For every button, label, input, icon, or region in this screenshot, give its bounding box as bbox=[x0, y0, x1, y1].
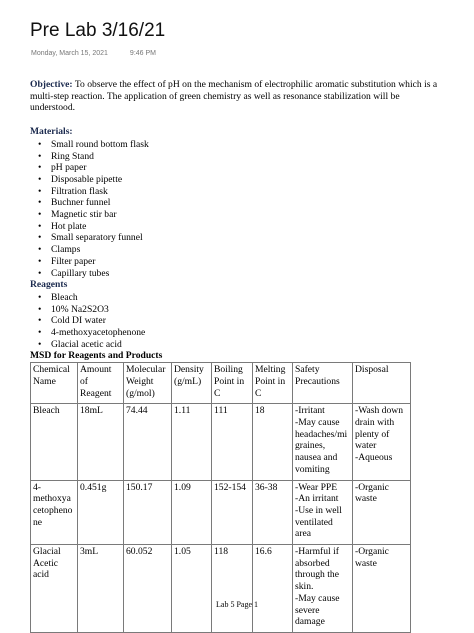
table-cell: Glacial Acetic acid bbox=[31, 545, 78, 633]
column-header: Boiling Point in C bbox=[212, 363, 253, 404]
table-cell: 111 bbox=[212, 404, 253, 480]
table-cell: -Organic waste bbox=[353, 480, 411, 545]
column-header: Chemical Name bbox=[31, 363, 78, 404]
table-cell: 60.052 bbox=[124, 545, 172, 633]
reagents-item: • 4-methoxyacetophenone bbox=[51, 327, 440, 339]
table-cell: Bleach bbox=[31, 404, 78, 480]
table-cell: 152-154 bbox=[212, 480, 253, 545]
table-cell: 118 bbox=[212, 545, 253, 633]
materials-item: • Capillary tubes bbox=[51, 268, 440, 280]
msd-table bbox=[30, 362, 411, 633]
note-time: 9:46 PM bbox=[129, 50, 156, 57]
materials-item: • Disposable pipette bbox=[51, 174, 440, 186]
table-cell: 4-methoxyacetophenone bbox=[31, 480, 78, 545]
table-cell: -Harmful if absorbed through the skin. -May cause severe damage bbox=[293, 545, 353, 633]
column-header: Safety Precautions bbox=[293, 363, 353, 404]
column-header: Density (g/mL) bbox=[172, 363, 212, 404]
materials-item: • Magnetic stir bar bbox=[51, 209, 440, 221]
table-cell: 1.09 bbox=[172, 480, 212, 545]
objective-label: Objective: bbox=[30, 79, 73, 90]
note-body bbox=[30, 79, 440, 633]
materials-item: • Hot plate bbox=[51, 221, 440, 233]
table-cell: 3mL bbox=[78, 545, 124, 633]
column-header: Melting Point in C bbox=[253, 363, 293, 404]
reagents-list bbox=[30, 292, 440, 351]
reagents-item: • 10% Na2S2O3 bbox=[51, 304, 440, 316]
note-date: Monday, March 15, 2021 bbox=[31, 50, 108, 57]
materials-item: • pH paper bbox=[51, 162, 440, 174]
table-row bbox=[31, 480, 411, 545]
table-header-row bbox=[31, 363, 411, 404]
table-cell: 0.451g bbox=[78, 480, 124, 545]
table-cell: -Wash down drain with plenty of water -Aqueous bbox=[353, 404, 411, 480]
table-cell: 16.6 bbox=[253, 545, 293, 633]
page-footer: Lab 5 Page 1 bbox=[216, 600, 258, 609]
note-metadata bbox=[31, 50, 156, 57]
materials-item: • Buchner funnel bbox=[51, 197, 440, 209]
table-cell: 36-38 bbox=[253, 480, 293, 545]
msd-heading: MSD for Reagents and Products bbox=[30, 350, 163, 362]
column-header: Amount of Reagent bbox=[78, 363, 124, 404]
materials-item: • Ring Stand bbox=[51, 151, 440, 163]
objective-paragraph bbox=[30, 79, 440, 114]
reagents-heading: Reagents bbox=[30, 279, 68, 291]
column-header: Disposal bbox=[353, 363, 411, 404]
table-cell: 18mL bbox=[78, 404, 124, 480]
table-cell: 1.05 bbox=[172, 545, 212, 633]
materials-item: • Small round bottom flask bbox=[51, 139, 440, 151]
materials-item: • Filter paper bbox=[51, 256, 440, 268]
table-cell: -Organic waste bbox=[353, 545, 411, 633]
table-cell: -Irritant -May cause headaches/migraines, nausea and vomiting bbox=[293, 404, 353, 480]
materials-heading: Materials: bbox=[30, 126, 73, 138]
table-cell: 18 bbox=[253, 404, 293, 480]
materials-item: • Small separatory funnel bbox=[51, 232, 440, 244]
objective-text: To observe the effect of pH on the mechanism of electrophilic aromatic substitution which is a multi-step reaction. The application of green chemistry as well as resonance stabilization will be understood. bbox=[30, 79, 438, 114]
materials-item: • Clamps bbox=[51, 244, 440, 256]
reagents-item: • Glacial acetic acid bbox=[51, 339, 440, 351]
reagents-item: • Cold DI water bbox=[51, 315, 440, 327]
materials-list bbox=[30, 139, 440, 279]
column-header: Molecular Weight (g/mol) bbox=[124, 363, 172, 404]
table-cell: -Wear PPE -An irritant -Use in well ventilated area bbox=[293, 480, 353, 545]
reagents-item: • Bleach bbox=[51, 292, 440, 304]
page-title: Pre Lab 3/16/21 bbox=[30, 20, 166, 41]
table-cell: 150.17 bbox=[124, 480, 172, 545]
table-row bbox=[31, 545, 411, 633]
table-row bbox=[31, 404, 411, 480]
materials-item: • Filtration flask bbox=[51, 186, 440, 198]
table-cell: 74.44 bbox=[124, 404, 172, 480]
table-cell: 1.11 bbox=[172, 404, 212, 480]
